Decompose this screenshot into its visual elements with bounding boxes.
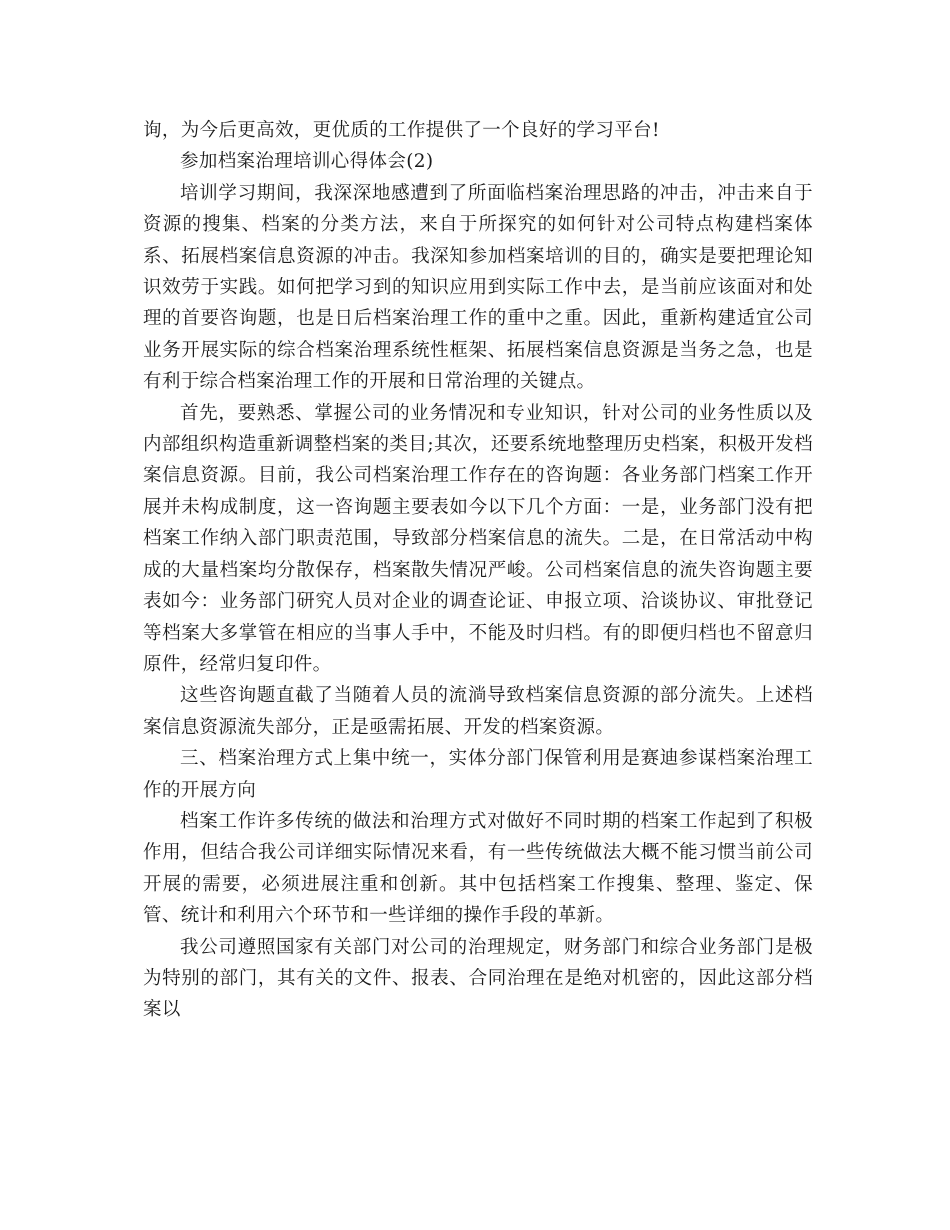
section-heading: 参加档案治理培训心得体会(2) (180, 151, 434, 173)
document-body (143, 115, 813, 1026)
body-paragraph: 首先，要熟悉、掌握公司的业务情况和专业知识，针对公司的业务性质以及内部组织构造重新调整档案的类目;其次，还要系统地整理历史档案，积极开发档案信息资源。目前，我公司档案治理工作存在的咨询题：各业务部门档案工作开展并未构成制度，这一咨询题主要表如今以下几个方面：一是，业务部门没有把档案工作纳入部门职责范围，导致部分档案信息的流失。二是，在日常活动中构成的大量档案均分散保存，档案散失情况严峻。公司档案信息的流失咨询题主要表如今：业务部门研究人员对企业的调查论证、申报立项、洽谈协议、审批登记等档案大多掌管在相应的当事人手中，不能及时归档。有的即便归档也不留意归原件，经常归复印件。 (143, 402, 813, 675)
body-paragraph: 这些咨询题直截了当随着人员的流淌导致档案信息资源的部分流失。上述档案信息资源流失部分，正是亟需拓展、开发的档案资源。 (143, 685, 813, 738)
body-paragraph: 档案工作许多传统的做法和治理方式对做好不同时期的档案工作起到了积极作用，但结合我公司详细实际情况来看，有一些传统做法大概不能习惯当前公司开展的需要，必须进展注重和创新。其中包括档案工作搜集、整理、鉴定、保管、统计和利用六个环节和一些详细的操作手段的革新。 (143, 810, 813, 927)
continued-paragraph: 询，为今后更高效，更优质的工作提供了一个良好的学习平台! (143, 120, 660, 141)
subsection-heading: 三、档案治理方式上集中统一，实体分部门保管利用是赛迪参谋档案治理工作的开展方向 (143, 748, 813, 801)
body-paragraph: 我公司遵照国家有关部门对公司的治理规定，财务部门和综合业务部门是极为特别的部门，其有关的文件、报表、合同治理在是绝对机密的，因此这部分档案以 (143, 936, 813, 1021)
body-paragraph: 培训学习期间，我深深地感遭到了所面临档案治理思路的冲击，冲击来自于资源的搜集、档案的分类方法，来自于所探究的如何针对公司特点构建档案体系、拓展档案信息资源的冲击。我深知参加档案培训的目的，确实是要把理论知识效劳于实践。如何把学习到的知识应用到实际工作中去，是当前应该面对和处理的首要咨询题，也是日后档案治理工作的重中之重。因此，重新构建适宜公司业务开展实际的综合档案治理系统性框架、拓展档案信息资源是当务之急，也是有利于综合档案治理工作的开展和日常治理的关键点。 (143, 182, 813, 393)
